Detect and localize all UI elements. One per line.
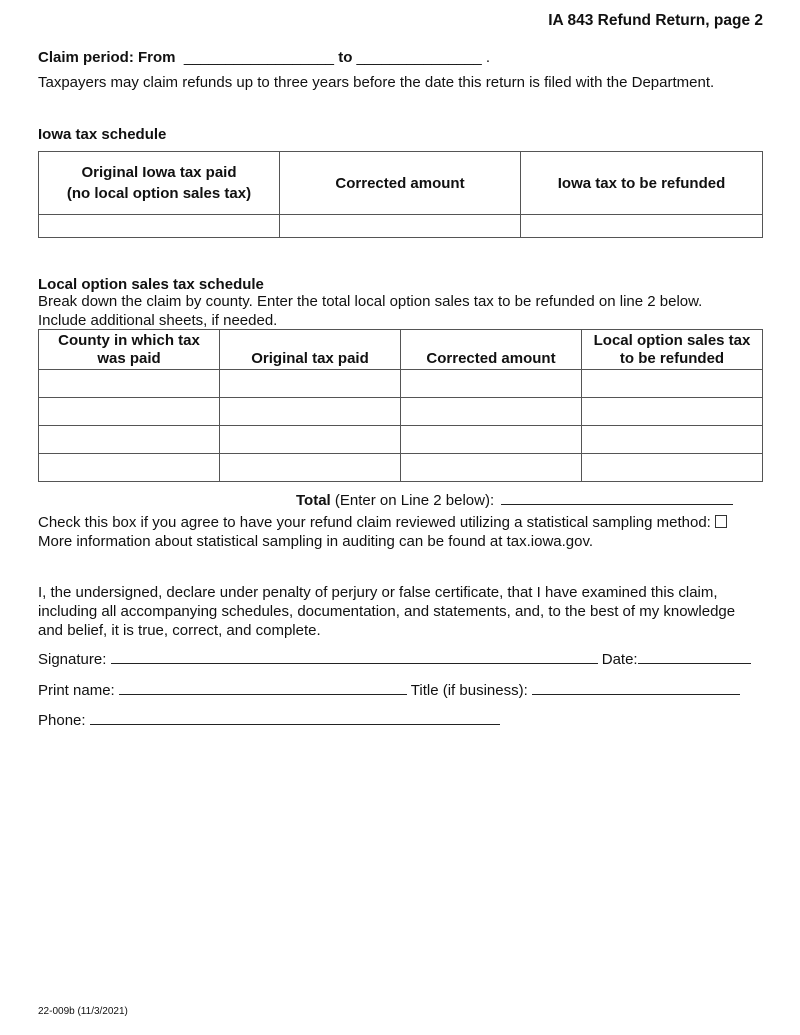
input-cell-county[interactable]	[39, 370, 220, 398]
claim-to-label: to	[338, 49, 353, 66]
input-cell-county[interactable]	[39, 426, 220, 454]
table-header-row	[39, 152, 763, 215]
signature-row	[38, 649, 751, 668]
col-original-tax-paid: Original tax paid	[220, 330, 401, 370]
title-field[interactable]	[532, 680, 740, 695]
declaration-line-3: and belief, it is true, correct, and complete.	[38, 622, 321, 639]
input-cell-refunded[interactable]	[582, 370, 763, 398]
col-corrected-amount: Corrected amount	[401, 330, 582, 370]
input-cell-corrected[interactable]	[401, 426, 582, 454]
input-cell-corrected[interactable]	[401, 454, 582, 482]
form-id-footer: 22-009b (11/3/2021)	[38, 1006, 128, 1017]
input-cell-original-tax[interactable]	[220, 370, 401, 398]
col-corrected-amount: Corrected amount	[280, 152, 521, 215]
input-cell-original-iowa-tax[interactable]	[39, 215, 280, 238]
input-cell-county[interactable]	[39, 454, 220, 482]
col-county: County in which tax was paid	[39, 330, 220, 370]
total-note: (Enter on Line 2 below):	[330, 492, 495, 509]
phone-label: Phone:	[38, 712, 86, 729]
iowa-tax-schedule-table	[38, 151, 763, 238]
col-local-tax-refunded: Local option sales tax to be refunded	[582, 330, 763, 370]
claim-period-label: Claim period: From	[38, 49, 176, 66]
input-cell-corrected[interactable]	[401, 398, 582, 426]
table-row	[39, 426, 763, 454]
input-cell-iowa-tax-refunded[interactable]	[521, 215, 763, 238]
local-schedule-desc-1: Break down the claim by county. Enter the total local option sales tax to be refunded on line 2 below.	[38, 293, 703, 310]
phone-row	[38, 710, 500, 729]
claim-period-end: .	[481, 49, 491, 66]
local-schedule-title: Local option sales tax schedule	[38, 276, 264, 293]
table-row	[39, 398, 763, 426]
declaration-line-2: including all accompanying schedules, documentation, and statements, and, to the best of my knowledge	[38, 603, 736, 620]
phone-field[interactable]	[90, 710, 500, 725]
title-label: Title (if business):	[410, 682, 528, 699]
col-iowa-tax-refunded: Iowa tax to be refunded	[521, 152, 763, 215]
claim-to-field[interactable]: _______________	[356, 49, 482, 66]
claim-period-row	[38, 49, 490, 66]
input-cell-original-tax[interactable]	[220, 454, 401, 482]
local-schedule-desc-2: Include additional sheets, if needed.	[38, 312, 278, 329]
table-row	[39, 454, 763, 482]
date-label: Date:	[601, 651, 638, 668]
input-cell-corrected-amount[interactable]	[280, 215, 521, 238]
print-name-row	[38, 680, 740, 699]
sampling-checkbox-label: Check this box if you agree to have your refund claim reviewed utilizing a statistical sampling method:	[38, 514, 711, 531]
declaration-line-1: I, the undersigned, declare under penalty of perjury or false certificate, that I have examined this claim,	[38, 584, 718, 601]
input-cell-original-tax[interactable]	[220, 426, 401, 454]
sampling-info: More information about statistical sampling in auditing can be found at tax.iowa.gov.	[38, 533, 594, 550]
local-option-tax-schedule-table	[38, 329, 763, 482]
input-cell-county[interactable]	[39, 398, 220, 426]
page-header-title: IA 843 Refund Return, page 2	[548, 12, 763, 29]
table-row	[39, 215, 763, 238]
date-field[interactable]	[638, 649, 751, 664]
sampling-row	[38, 514, 727, 531]
print-name-label: Print name:	[38, 682, 115, 699]
input-cell-original-tax[interactable]	[220, 398, 401, 426]
sampling-checkbox[interactable]	[715, 515, 727, 528]
total-field[interactable]	[501, 490, 733, 505]
col-original-iowa-tax: Original Iowa tax paid (no local option sales tax)	[39, 152, 280, 215]
claim-from-field[interactable]: __________________	[183, 49, 335, 66]
input-cell-refunded[interactable]	[582, 426, 763, 454]
intro-text: Taxpayers may claim refunds up to three years before the date this return is filed with the Department.	[38, 74, 715, 91]
input-cell-refunded[interactable]	[582, 454, 763, 482]
total-label: Total	[296, 492, 331, 509]
input-cell-corrected[interactable]	[401, 370, 582, 398]
signature-field[interactable]	[111, 649, 598, 664]
input-cell-refunded[interactable]	[582, 398, 763, 426]
total-row	[296, 490, 733, 509]
table-row	[39, 370, 763, 398]
signature-label: Signature:	[38, 651, 107, 668]
iowa-schedule-title: Iowa tax schedule	[38, 126, 167, 143]
table-header-row	[39, 330, 763, 370]
print-name-field[interactable]	[119, 680, 407, 695]
